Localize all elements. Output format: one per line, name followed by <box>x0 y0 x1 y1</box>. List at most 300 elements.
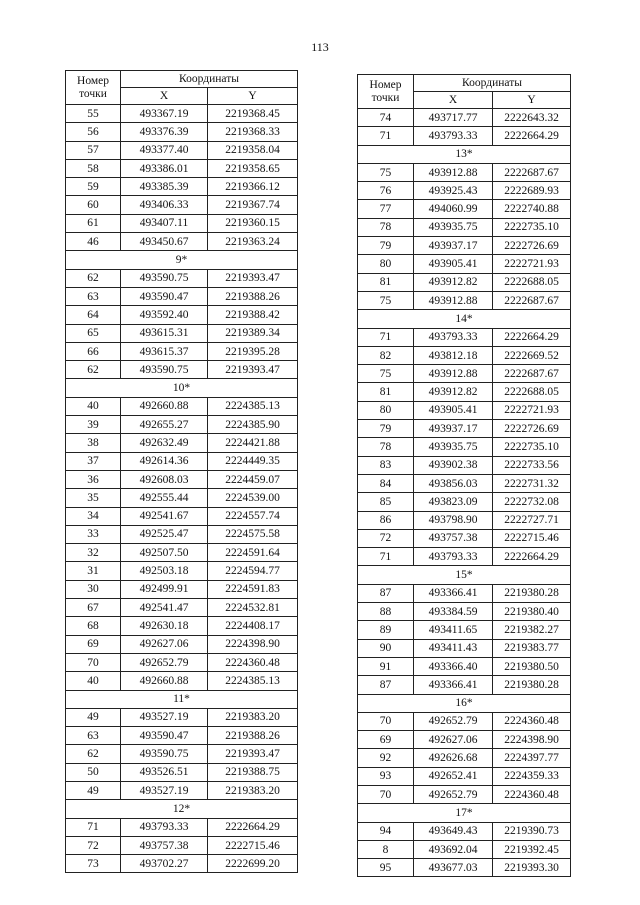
y-coordinate-cell: 2219358.65 <box>208 159 298 177</box>
coordinates-table-left <box>65 70 298 873</box>
y-coordinate-cell: 2222688.05 <box>493 273 571 291</box>
point-number-cell: 59 <box>66 178 121 196</box>
y-coordinate-cell: 2219388.75 <box>208 763 298 781</box>
point-number-cell: 35 <box>66 489 121 507</box>
table-row <box>66 617 298 635</box>
section-header-row <box>66 690 298 708</box>
point-number-cell: 34 <box>66 507 121 525</box>
table-row <box>358 255 571 273</box>
table-row <box>358 840 571 858</box>
x-coordinate-cell: 493366.41 <box>414 676 493 694</box>
point-number-cell: 79 <box>358 420 414 438</box>
x-coordinate-cell: 493856.03 <box>414 474 493 492</box>
x-coordinate-cell: 493935.75 <box>414 438 493 456</box>
x-coordinate-cell: 493912.88 <box>414 291 493 309</box>
header-x: X <box>414 92 493 109</box>
y-coordinate-cell: 2224398.90 <box>493 731 571 749</box>
y-coordinate-cell: 2222688.05 <box>493 383 571 401</box>
point-number-cell: 31 <box>66 562 121 580</box>
y-coordinate-cell: 2219388.42 <box>208 306 298 324</box>
y-coordinate-cell: 2224459.07 <box>208 470 298 488</box>
x-coordinate-cell: 493793.33 <box>121 818 208 836</box>
x-coordinate-cell: 492541.67 <box>121 507 208 525</box>
point-number-cell: 32 <box>66 544 121 562</box>
y-coordinate-cell: 2219388.26 <box>208 287 298 305</box>
point-number-cell: 80 <box>358 401 414 419</box>
point-number-cell: 93 <box>358 767 414 785</box>
y-coordinate-cell: 2224360.48 <box>208 653 298 671</box>
y-coordinate-cell: 2219390.73 <box>493 822 571 840</box>
header-x: X <box>121 88 208 105</box>
x-coordinate-cell: 492614.36 <box>121 452 208 470</box>
x-coordinate-cell: 493937.17 <box>414 237 493 255</box>
point-number-cell: 67 <box>66 599 121 617</box>
section-header-row <box>66 800 298 818</box>
x-coordinate-cell: 493527.19 <box>121 781 208 799</box>
point-number-cell: 87 <box>358 676 414 694</box>
x-coordinate-cell: 493526.51 <box>121 763 208 781</box>
y-coordinate-cell: 2222726.69 <box>493 420 571 438</box>
x-coordinate-cell: 492555.44 <box>121 489 208 507</box>
table-row <box>66 855 298 873</box>
y-coordinate-cell: 2222669.52 <box>493 346 571 364</box>
table-row <box>358 456 571 474</box>
x-coordinate-cell: 493376.39 <box>121 123 208 141</box>
point-number-cell: 66 <box>66 342 121 360</box>
y-coordinate-cell: 2222715.46 <box>493 529 571 547</box>
y-coordinate-cell: 2224385.90 <box>208 416 298 434</box>
table-row <box>358 548 571 566</box>
point-number-cell: 40 <box>66 672 121 690</box>
x-coordinate-cell: 493527.19 <box>121 708 208 726</box>
table-row <box>358 859 571 877</box>
y-coordinate-cell: 2219389.34 <box>208 324 298 342</box>
point-number-cell: 33 <box>66 525 121 543</box>
section-label: 15* <box>358 566 571 584</box>
point-number-cell: 57 <box>66 141 121 159</box>
section-header-row <box>358 310 571 328</box>
y-coordinate-cell: 2219380.50 <box>493 657 571 675</box>
table-row <box>358 163 571 181</box>
x-coordinate-cell: 493590.47 <box>121 727 208 745</box>
point-number-cell: 65 <box>66 324 121 342</box>
y-coordinate-cell: 2222726.69 <box>493 237 571 255</box>
point-number-cell: 71 <box>358 328 414 346</box>
x-coordinate-cell: 492503.18 <box>121 562 208 580</box>
point-number-cell: 82 <box>358 346 414 364</box>
y-coordinate-cell: 2224594.77 <box>208 562 298 580</box>
point-number-cell: 81 <box>358 273 414 291</box>
y-coordinate-cell: 2224449.35 <box>208 452 298 470</box>
table-row <box>358 511 571 529</box>
y-coordinate-cell: 2219393.30 <box>493 859 571 877</box>
point-number-cell: 75 <box>358 163 414 181</box>
table-row <box>358 749 571 767</box>
table-row <box>66 214 298 232</box>
x-coordinate-cell: 493406.33 <box>121 196 208 214</box>
y-coordinate-cell: 2222687.67 <box>493 291 571 309</box>
point-number-cell: 55 <box>66 105 121 123</box>
table-row <box>66 269 298 287</box>
table-row <box>66 818 298 836</box>
header-coordinates: Координаты <box>121 71 298 88</box>
section-label: 12* <box>66 800 298 818</box>
table-row <box>66 525 298 543</box>
point-number-cell: 92 <box>358 749 414 767</box>
y-coordinate-cell: 2224421.88 <box>208 434 298 452</box>
point-number-cell: 72 <box>358 529 414 547</box>
y-coordinate-cell: 2224591.64 <box>208 544 298 562</box>
x-coordinate-cell: 493757.38 <box>121 836 208 854</box>
table-row <box>358 127 571 145</box>
x-coordinate-cell: 493793.33 <box>414 548 493 566</box>
x-coordinate-cell: 493377.40 <box>121 141 208 159</box>
x-coordinate-cell: 493590.75 <box>121 361 208 379</box>
table-row <box>358 474 571 492</box>
x-coordinate-cell: 493366.40 <box>414 657 493 675</box>
table-row <box>66 233 298 251</box>
x-coordinate-cell: 493592.40 <box>121 306 208 324</box>
y-coordinate-cell: 2222727.71 <box>493 511 571 529</box>
x-coordinate-cell: 493367.19 <box>121 105 208 123</box>
x-coordinate-cell: 492652.41 <box>414 767 493 785</box>
table-row <box>66 580 298 598</box>
table-row <box>358 200 571 218</box>
x-coordinate-cell: 493702.27 <box>121 855 208 873</box>
table-row <box>66 489 298 507</box>
y-coordinate-cell: 2219363.24 <box>208 233 298 251</box>
point-number-cell: 84 <box>358 474 414 492</box>
table-row <box>66 653 298 671</box>
section-label: 9* <box>66 251 298 269</box>
point-number-cell: 91 <box>358 657 414 675</box>
x-coordinate-cell: 493385.39 <box>121 178 208 196</box>
y-coordinate-cell: 2224359.33 <box>493 767 571 785</box>
y-coordinate-cell: 2219393.47 <box>208 745 298 763</box>
x-coordinate-cell: 493905.41 <box>414 255 493 273</box>
section-label: 10* <box>66 379 298 397</box>
table-row <box>358 712 571 730</box>
point-number-cell: 71 <box>358 127 414 145</box>
x-coordinate-cell: 492652.79 <box>414 712 493 730</box>
x-coordinate-cell: 493590.47 <box>121 287 208 305</box>
point-number-cell: 30 <box>66 580 121 598</box>
table-row <box>66 507 298 525</box>
y-coordinate-cell: 2219380.28 <box>493 676 571 694</box>
point-number-cell: 87 <box>358 584 414 602</box>
table-row <box>358 182 571 200</box>
x-coordinate-cell: 493411.65 <box>414 621 493 639</box>
x-coordinate-cell: 494060.99 <box>414 200 493 218</box>
x-coordinate-cell: 492630.18 <box>121 617 208 635</box>
point-number-cell: 94 <box>358 822 414 840</box>
table-row <box>66 836 298 854</box>
table-row <box>358 346 571 364</box>
point-number-cell: 36 <box>66 470 121 488</box>
x-coordinate-cell: 492507.50 <box>121 544 208 562</box>
point-number-cell: 56 <box>66 123 121 141</box>
table-row <box>66 141 298 159</box>
table-row <box>66 434 298 452</box>
point-number-cell: 85 <box>358 493 414 511</box>
y-coordinate-cell: 2222687.67 <box>493 163 571 181</box>
y-coordinate-cell: 2222664.29 <box>493 127 571 145</box>
x-coordinate-cell: 493384.59 <box>414 603 493 621</box>
point-number-cell: 69 <box>358 731 414 749</box>
y-coordinate-cell: 2222740.88 <box>493 200 571 218</box>
point-number-cell: 37 <box>66 452 121 470</box>
point-number-cell: 75 <box>358 291 414 309</box>
point-number-cell: 69 <box>66 635 121 653</box>
table-row <box>358 621 571 639</box>
x-coordinate-cell: 493793.33 <box>414 127 493 145</box>
table-row <box>358 584 571 602</box>
y-coordinate-cell: 2222664.29 <box>493 328 571 346</box>
point-number-cell: 73 <box>66 855 121 873</box>
table-header <box>66 71 298 105</box>
x-coordinate-cell: 493925.43 <box>414 182 493 200</box>
x-coordinate-cell: 493450.67 <box>121 233 208 251</box>
x-coordinate-cell: 493812.18 <box>414 346 493 364</box>
point-number-cell: 50 <box>66 763 121 781</box>
point-number-cell: 62 <box>66 361 121 379</box>
table-row <box>358 676 571 694</box>
section-header-row <box>358 566 571 584</box>
x-coordinate-cell: 493912.82 <box>414 383 493 401</box>
table-row <box>66 452 298 470</box>
y-coordinate-cell: 2219368.33 <box>208 123 298 141</box>
point-number-cell: 68 <box>66 617 121 635</box>
x-coordinate-cell: 492652.79 <box>414 785 493 803</box>
table-row <box>358 109 571 127</box>
table-row <box>358 529 571 547</box>
y-coordinate-cell: 2222721.93 <box>493 401 571 419</box>
x-coordinate-cell: 493912.82 <box>414 273 493 291</box>
y-coordinate-cell: 2219395.28 <box>208 342 298 360</box>
x-coordinate-cell: 493677.03 <box>414 859 493 877</box>
y-coordinate-cell: 2219392.45 <box>493 840 571 858</box>
y-coordinate-cell: 2219382.27 <box>493 621 571 639</box>
x-coordinate-cell: 492632.49 <box>121 434 208 452</box>
y-coordinate-cell: 2222721.93 <box>493 255 571 273</box>
point-number-cell: 81 <box>358 383 414 401</box>
point-number-cell: 70 <box>358 785 414 803</box>
x-coordinate-cell: 493798.90 <box>414 511 493 529</box>
x-coordinate-cell: 493590.75 <box>121 269 208 287</box>
x-coordinate-cell: 492499.91 <box>121 580 208 598</box>
section-label: 14* <box>358 310 571 328</box>
y-coordinate-cell: 2219358.04 <box>208 141 298 159</box>
header-y: Y <box>493 92 571 109</box>
x-coordinate-cell: 492525.47 <box>121 525 208 543</box>
y-coordinate-cell: 2222687.67 <box>493 365 571 383</box>
y-coordinate-cell: 2224575.58 <box>208 525 298 543</box>
y-coordinate-cell: 2222733.56 <box>493 456 571 474</box>
y-coordinate-cell: 2222735.10 <box>493 438 571 456</box>
y-coordinate-cell: 2224532.81 <box>208 599 298 617</box>
y-coordinate-cell: 2219360.15 <box>208 214 298 232</box>
y-coordinate-cell: 2224591.83 <box>208 580 298 598</box>
page-number: 113 <box>311 40 329 54</box>
point-number-cell: 60 <box>66 196 121 214</box>
y-coordinate-cell: 2224539.00 <box>208 489 298 507</box>
x-coordinate-cell: 493937.17 <box>414 420 493 438</box>
y-coordinate-cell: 2222715.46 <box>208 836 298 854</box>
point-number-cell: 77 <box>358 200 414 218</box>
point-number-cell: 95 <box>358 859 414 877</box>
point-number-cell: 90 <box>358 639 414 657</box>
y-coordinate-cell: 2222735.10 <box>493 218 571 236</box>
table-row <box>358 785 571 803</box>
point-number-cell: 38 <box>66 434 121 452</box>
y-coordinate-cell: 2219367.74 <box>208 196 298 214</box>
point-number-cell: 49 <box>66 781 121 799</box>
y-coordinate-cell: 2219383.20 <box>208 708 298 726</box>
table-row <box>66 324 298 342</box>
table-row <box>358 401 571 419</box>
section-label: 17* <box>358 804 571 822</box>
x-coordinate-cell: 493590.75 <box>121 745 208 763</box>
x-coordinate-cell: 493615.31 <box>121 324 208 342</box>
point-number-cell: 46 <box>66 233 121 251</box>
x-coordinate-cell: 493692.04 <box>414 840 493 858</box>
y-coordinate-cell: 2219366.12 <box>208 178 298 196</box>
x-coordinate-cell: 493649.43 <box>414 822 493 840</box>
section-header-row <box>358 694 571 712</box>
y-coordinate-cell: 2222664.29 <box>493 548 571 566</box>
point-number-cell: 76 <box>358 182 414 200</box>
table-row <box>66 781 298 799</box>
point-number-cell: 61 <box>66 214 121 232</box>
x-coordinate-cell: 492541.47 <box>121 599 208 617</box>
y-coordinate-cell: 2224408.17 <box>208 617 298 635</box>
table-row <box>66 416 298 434</box>
table-row <box>358 328 571 346</box>
x-coordinate-cell: 492627.06 <box>414 731 493 749</box>
x-coordinate-cell: 493793.33 <box>414 328 493 346</box>
table-row <box>358 767 571 785</box>
point-number-cell: 8 <box>358 840 414 858</box>
x-coordinate-cell: 493905.41 <box>414 401 493 419</box>
table-row <box>358 420 571 438</box>
y-coordinate-cell: 2222689.93 <box>493 182 571 200</box>
section-header-row <box>66 379 298 397</box>
x-coordinate-cell: 493366.41 <box>414 584 493 602</box>
y-coordinate-cell: 2219383.77 <box>493 639 571 657</box>
x-coordinate-cell: 493411.43 <box>414 639 493 657</box>
table-row <box>66 287 298 305</box>
point-number-cell: 75 <box>358 365 414 383</box>
table-body <box>358 109 571 877</box>
x-coordinate-cell: 493386.01 <box>121 159 208 177</box>
y-coordinate-cell: 2219393.47 <box>208 269 298 287</box>
y-coordinate-cell: 2219380.40 <box>493 603 571 621</box>
y-coordinate-cell: 2224385.13 <box>208 672 298 690</box>
x-coordinate-cell: 493912.88 <box>414 163 493 181</box>
table-row <box>358 237 571 255</box>
table-row <box>66 599 298 617</box>
table-row <box>358 731 571 749</box>
table-row <box>66 361 298 379</box>
table-row <box>66 178 298 196</box>
point-number-cell: 79 <box>358 237 414 255</box>
table-row <box>358 822 571 840</box>
point-number-cell: 83 <box>358 456 414 474</box>
table-row <box>66 397 298 415</box>
point-number-cell: 39 <box>66 416 121 434</box>
table-row <box>66 672 298 690</box>
y-coordinate-cell: 2222731.32 <box>493 474 571 492</box>
table-row <box>66 562 298 580</box>
x-coordinate-cell: 493902.38 <box>414 456 493 474</box>
y-coordinate-cell: 2224398.90 <box>208 635 298 653</box>
section-header-row <box>66 251 298 269</box>
x-coordinate-cell: 493615.37 <box>121 342 208 360</box>
table-row <box>358 365 571 383</box>
table-header <box>358 75 571 109</box>
point-number-cell: 62 <box>66 745 121 763</box>
point-number-cell: 80 <box>358 255 414 273</box>
x-coordinate-cell: 493935.75 <box>414 218 493 236</box>
coordinates-table-right <box>357 74 571 877</box>
header-coordinates: Координаты <box>414 75 571 92</box>
x-coordinate-cell: 493823.09 <box>414 493 493 511</box>
section-header-row <box>358 145 571 163</box>
table-row <box>358 603 571 621</box>
table-row <box>66 105 298 123</box>
point-number-cell: 70 <box>66 653 121 671</box>
point-number-cell: 71 <box>358 548 414 566</box>
table-row <box>358 291 571 309</box>
point-number-cell: 88 <box>358 603 414 621</box>
point-number-cell: 72 <box>66 836 121 854</box>
point-number-cell: 49 <box>66 708 121 726</box>
y-coordinate-cell: 2222699.20 <box>208 855 298 873</box>
x-coordinate-cell: 492608.03 <box>121 470 208 488</box>
y-coordinate-cell: 2224397.77 <box>493 749 571 767</box>
point-number-cell: 86 <box>358 511 414 529</box>
table-row <box>358 383 571 401</box>
point-number-cell: 40 <box>66 397 121 415</box>
y-coordinate-cell: 2222664.29 <box>208 818 298 836</box>
table-row <box>66 306 298 324</box>
point-number-cell: 71 <box>66 818 121 836</box>
table-row <box>358 273 571 291</box>
x-coordinate-cell: 493912.88 <box>414 365 493 383</box>
point-number-cell: 70 <box>358 712 414 730</box>
x-coordinate-cell: 492660.88 <box>121 397 208 415</box>
table-row <box>66 342 298 360</box>
point-number-cell: 89 <box>358 621 414 639</box>
x-coordinate-cell: 493717.77 <box>414 109 493 127</box>
table-row <box>66 159 298 177</box>
header-point-number: Номер точки <box>358 75 414 109</box>
x-coordinate-cell: 492627.06 <box>121 635 208 653</box>
table-row <box>66 763 298 781</box>
table-row <box>66 745 298 763</box>
table-row <box>66 196 298 214</box>
y-coordinate-cell: 2222732.08 <box>493 493 571 511</box>
table-row <box>66 470 298 488</box>
y-coordinate-cell: 2219393.47 <box>208 361 298 379</box>
point-number-cell: 78 <box>358 218 414 236</box>
y-coordinate-cell: 2219383.20 <box>208 781 298 799</box>
table-row <box>66 708 298 726</box>
y-coordinate-cell: 2219380.28 <box>493 584 571 602</box>
x-coordinate-cell: 493757.38 <box>414 529 493 547</box>
header-y: Y <box>208 88 298 105</box>
y-coordinate-cell: 2224360.48 <box>493 712 571 730</box>
